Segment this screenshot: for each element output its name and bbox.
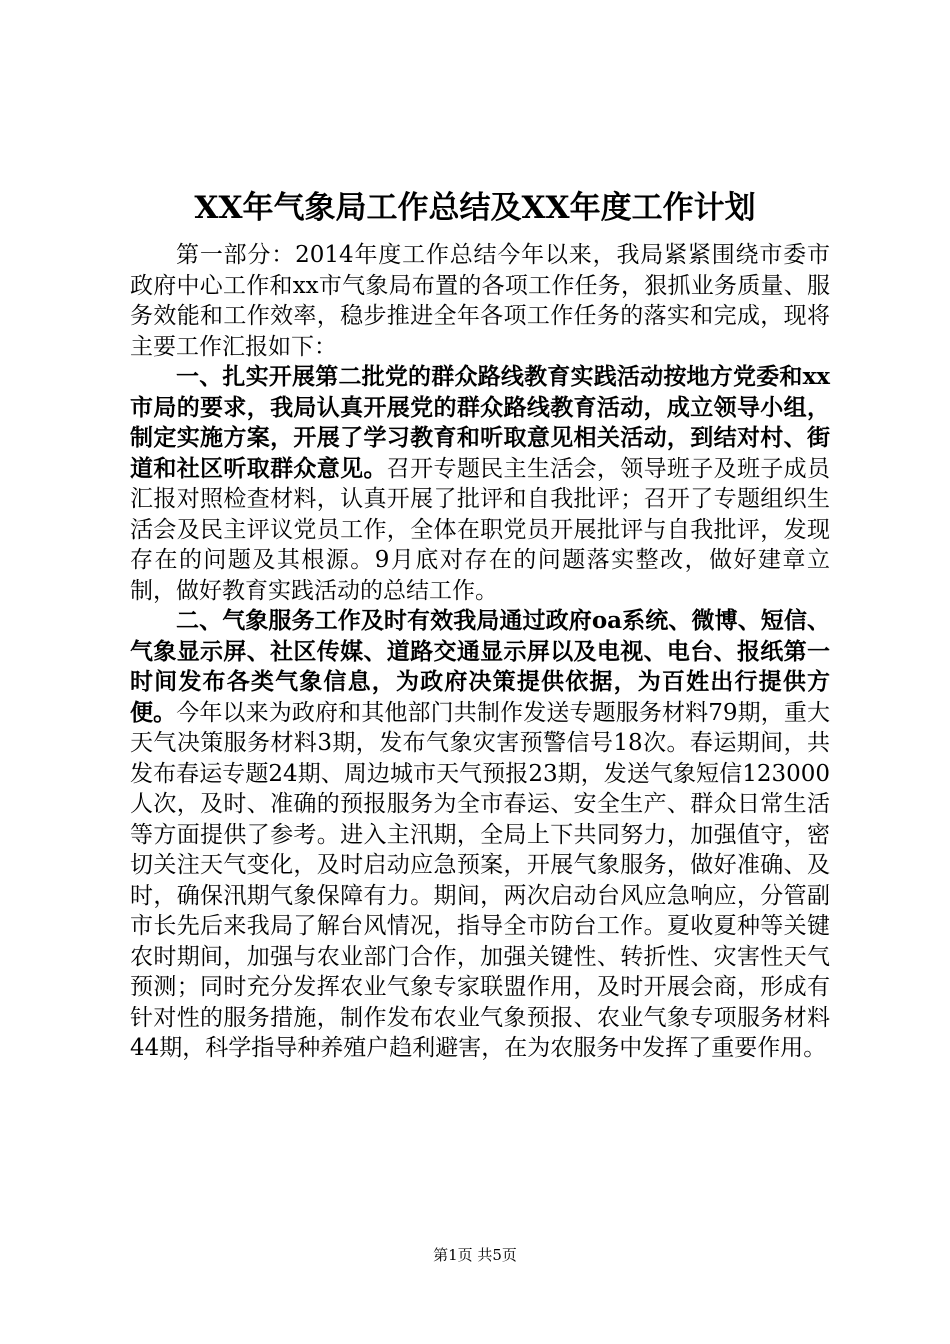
- paragraph-text: 今年以来为政府和其他部门共制作发送专题服务材料79期，重大天气决策服务材料3期，发布气象灾害预警信号18次。春运期间，共发布春运专题24期、周边城市天气预报23期，发送气象短信123000人次，及时、准确的预报服务为全市春运、安全生产、群众日常生活等方面提供了参考。进入主汛期，全局上下共同努力，加强值守，密切关注天气变化，及时启动应急预案，开展气象服务，做好准确、及时，确保汛期气象保障有力。期间，两次启动台风应急响应，分管副市长先后来我局了解台风情况，指导全市防台工作。夏收夏种等关键农时期间，加强与农业部门合作，加强关键性、转折性、灾害性天气预测；同时充分发挥农业气象专家联盟作用，及时开展会商，形成有针对性的服务措施，制作发布农业气象预报、农业气象专项服务材料44期，科学指导种养殖户趋利避害，在为农服务中发挥了重要作用。: [130, 699, 830, 1061]
- paragraph-intro: [130, 240, 830, 362]
- paragraph-heading: 二、气象服务工作及时有效我局通过政府oa系统、微博、短信、气象显示屏、社区传媒、道路交通显示屏以及电视、电台、报纸第一时间发布各类气象信息，为政府决策提供依据，为百姓出行提供方便。: [130, 607, 830, 726]
- paragraph-text: 召开专题民主生活会，领导班子及班子成员汇报对照检查材料，认真开展了批评和自我批评；召开了专题组织生活会及民主评议党员工作，全体在职党员开展批评与自我批评，发现存在的问题及其根源。9月底对存在的问题落实整改，做好建章立制，做好教育实践活动的总结工作。: [130, 455, 831, 604]
- paragraph-section-1: [130, 362, 830, 606]
- page-number: 第1页 共5页: [433, 1246, 517, 1264]
- document-body: [130, 240, 830, 1064]
- paragraph-heading: 一、扎实开展第二批党的群众路线教育实践活动按地方党委和xx市局的要求，我局认真开展党的群众路线教育活动，成立领导小组，制定实施方案，开展了学习教育和听取意见相关活动，到结对村、街道和社区听取群众意见。: [130, 363, 830, 482]
- paragraph-text: 第一部分：2014年度工作总结今年以来，我局紧紧围绕市委市政府中心工作和xx市气象局布置的各项工作任务，狠抓业务质量、服务效能和工作效率，稳步推进全年各项工作任务的落实和完成，现将主要工作汇报如下：: [130, 242, 830, 360]
- paragraph-section-2: [130, 606, 830, 1064]
- document-title: XX年气象局工作总结及XX年度工作计划: [194, 190, 756, 226]
